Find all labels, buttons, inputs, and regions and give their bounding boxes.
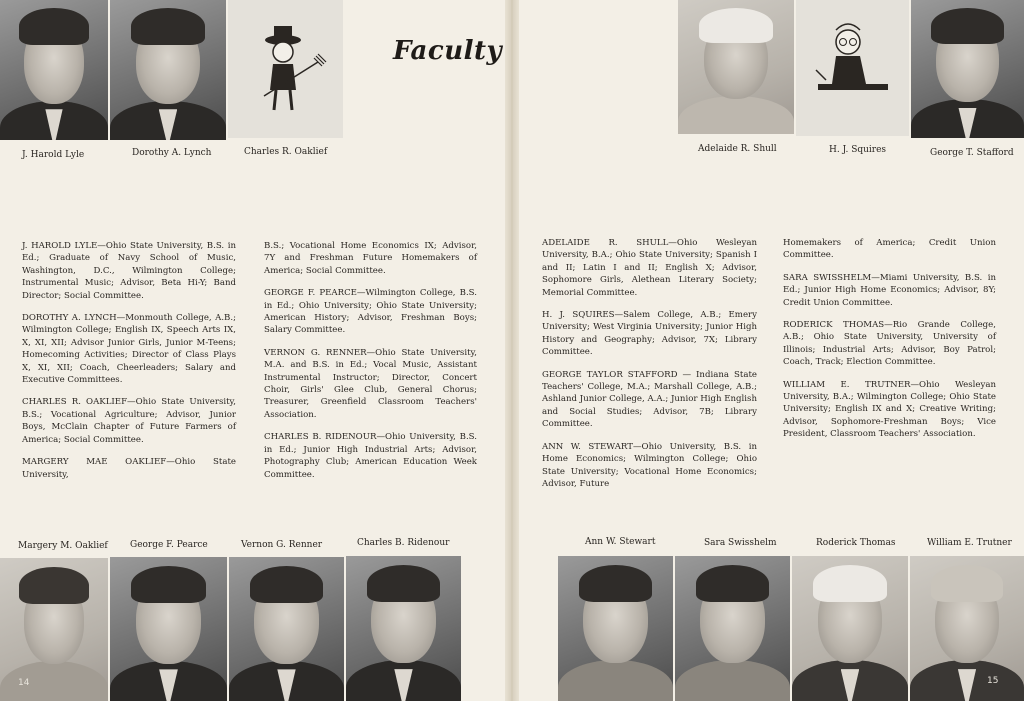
cartoon-farmer-illustration [228,0,343,138]
bio-column-2 [264,240,477,491]
bio-paragraph: GEORGE TAYLOR STAFFORD — Indiana State Teachers' College, M.A.; Marshall College, A.B.; Ashland Junior College, A.A.; Junior High English and Social Studies; Advisor, 7B; Library Committee. [542,369,757,430]
page-number-left: 14 [18,678,30,688]
page-number-right: 15 [987,676,999,686]
caption-top-right-1: Adelaide R. Shull [698,144,777,154]
cartoon-teacher-illustration [796,0,909,136]
caption-bottom-right-4: William E. Trutner [927,538,1012,548]
bio-paragraph: ADELAIDE R. SHULL—Ohio Wesleyan University, B.A.; Ohio State University; Spanish I and II; Latin I and II; English X; Advisor, Sophomore Girls, Alethean Literary Society; Memorial Committee. [542,238,757,298]
portrait-adelaide-r-shull [678,0,794,134]
caption-top-right-2: H. J. Squires [829,145,887,155]
bio-paragraph: J. HAROLD LYLE—Ohio State University, B.S. in Ed.; Graduate of Navy School of Music, Washington, D.C., Wilmington College; Instrumental Music; Advisor, Beta Hi-Y; Band Director; Social Committee. [22,241,236,301]
portrait-charles-b-ridenour [346,556,461,701]
bio-paragraph: SARA SWISSHELM—Miami University, B.S. in Ed.; Junior High Home Economics; Advisor, 8Y; Credit Union Committee. [783,272,996,308]
book-gutter [505,0,519,701]
caption-top-right-3: George T. Stafford [930,148,1014,158]
portrait-vernon-g-renner [229,557,344,701]
bio-paragraph: MARGERY MAE OAKLIEF—Ohio State University, [22,457,236,480]
caption-bottom-left-2: George F. Pearce [130,540,208,550]
caption-bottom-right-3: Roderick Thomas [816,538,896,548]
portrait-george-f-pearce [110,557,227,701]
caption-bottom-left-3: Vernon G. Renner [241,540,323,550]
bio-paragraph: CHARLES R. OAKLIEF—Ohio State University, B.S.; Vocational Agriculture; Advisor, Junior Boys, McClain Chapter of Future Farmers of America; Social Committee. [22,397,236,445]
portrait-william-e-trutner [910,556,1024,701]
bio-column-3 [542,237,757,500]
bio-paragraph: ANN W. STEWART—Ohio University, B.S. in Home Economics; Wilmington College; Ohio State University; Vocational Home Economics; Advisor, Future [542,441,757,489]
portrait-roderick-thomas [792,556,908,701]
portrait-j-harold-lyle [0,0,108,140]
portrait-dorothy-a-lynch [110,0,226,140]
portrait-ann-w-stewart [558,556,673,701]
bio-column-1 [22,240,236,491]
portrait-margery-m-oaklief [0,558,108,701]
caption-top-left-1: J. Harold Lyle [22,150,85,160]
bio-paragraph: RODERICK THOMAS—Rio Grande College, A.B.; Ohio State University, University of Illinois; Industrial Arts; Advisor, Boy Patrol; Coach, Track; Election Committee. [783,320,996,368]
bio-paragraph: Homemakers of America; Credit Union Committee. [783,238,996,261]
caption-bottom-left-1: Margery M. Oaklief [18,541,108,551]
portrait-george-t-stafford [911,0,1024,138]
bio-paragraph: B.S.; Vocational Home Economics IX; Advisor, 7Y and Freshman Future Homemakers of America; Social Committee. [264,241,477,276]
caption-bottom-left-4: Charles B. Ridenour [357,538,450,548]
bio-paragraph: WILLIAM E. TRUTNER—Ohio Wesleyan University, B.A.; Wilmington College; Ohio State University; English IX and X; Creative Writing; Advisor, Sophomore-Freshman Boys; Vice President, Classroom Teachers' Association. [783,379,996,440]
caption-top-left-2: Dorothy A. Lynch [132,148,212,158]
portrait-sara-swisshelm [675,556,790,701]
bio-paragraph: DOROTHY A. LYNCH—Monmouth College, A.B.; Wilmington College; English IX, Speech Arts IX, X, XI, XII; Advisor Junior Girls, Junior M-Teens; Homecoming Activities; Director of Class Plays X, XI, XII; Coach, Cheerleaders; Salary and Executive Committees. [22,313,236,386]
bio-paragraph: VERNON G. RENNER—Ohio State University, M.A. and B.S. in Ed.; Vocal Music, Assistant Instrumental Instructor; Director, Concert Choir, Girls' Glee Club, General Chorus; Treasurer, Greenfield Classroom Teachers' Association. [264,347,477,420]
caption-top-left-3: Charles R. Oaklief [244,147,328,157]
bio-paragraph: GEORGE F. PEARCE—Wilmington College, B.S. in Ed.; Ohio University; Ohio State University; American History; Advisor, Freshman Boys; Salary Committee. [264,288,477,336]
page-title: Faculty [393,36,503,66]
bio-paragraph: H. J. SQUIRES—Salem College, A.B.; Emery University; West Virginia University; Junior High History and Geography; Advisor, 7X; Library Committee. [542,310,757,358]
caption-bottom-right-2: Sara Swisshelm [704,538,777,548]
bio-column-4 [783,237,996,451]
caption-bottom-right-1: Ann W. Stewart [585,537,656,547]
bio-paragraph: CHARLES B. RIDENOUR—Ohio University, B.S. in Ed.; Junior High Industrial Arts; Advisor, Photography Club; American Education Week Committee. [264,432,477,480]
